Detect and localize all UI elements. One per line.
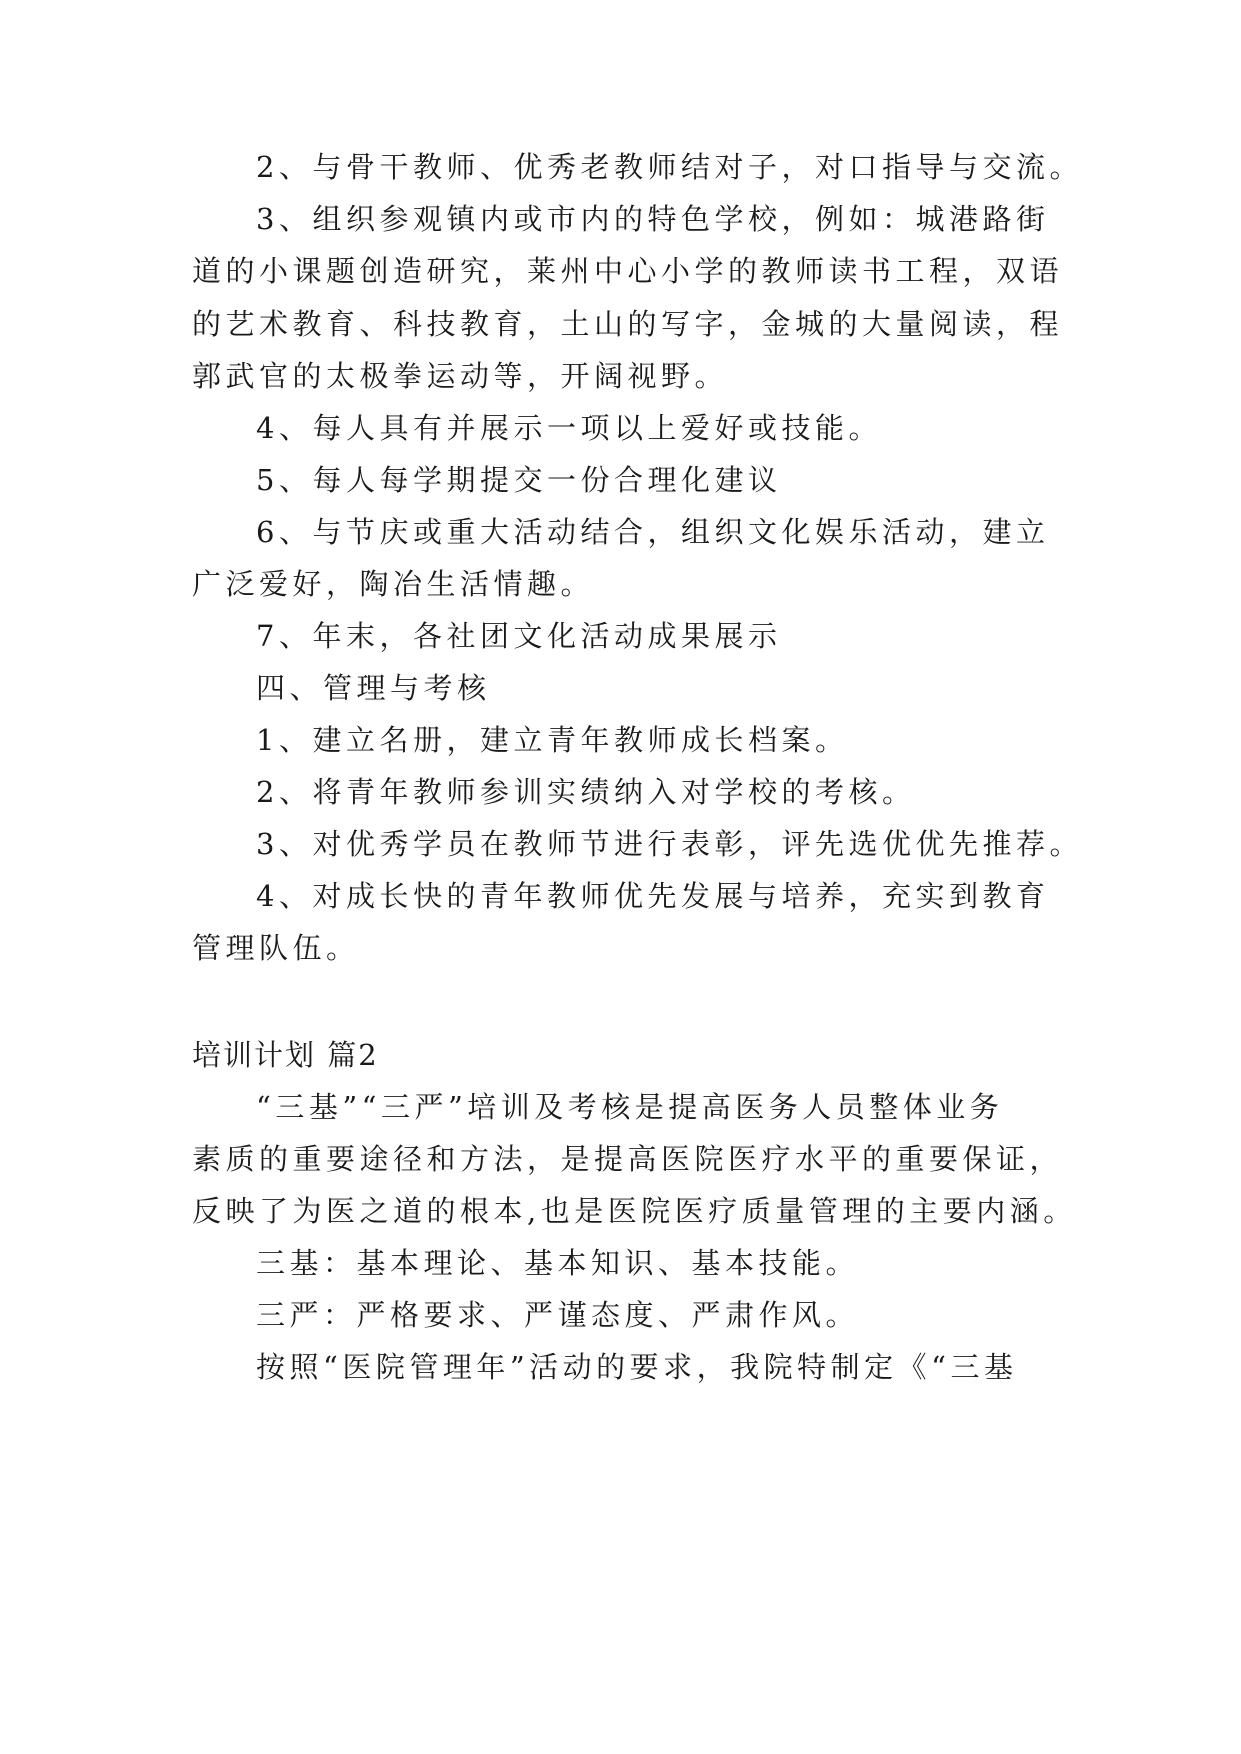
paragraph-line: 2、将青年教师参训实绩纳入对学校的考核。 xyxy=(256,775,916,809)
document-title: 培训计划 篇2 xyxy=(192,1038,379,1072)
paragraph-line: 素质的重要途径和方法，是提高医院医疗水平的重要保证， xyxy=(192,1142,1064,1176)
paragraph-line: 5、每人每学期提交一份合理化建议 xyxy=(256,463,782,497)
section-heading: 四、管理与考核 xyxy=(256,671,491,705)
paragraph-line: 的艺术教育、科技教育，土山的写字，金城的大量阅读，程 xyxy=(192,307,1064,341)
paragraph-line: 4、对成长快的青年教师优先发展与培养，充实到教育 xyxy=(256,879,1050,913)
paragraph-line: “三基”“三严”培训及考核是提高医务人员整体业务 xyxy=(256,1090,1004,1124)
paragraph-line: 3、对优秀学员在教师节进行表彰，评先选优优先推荐。 xyxy=(256,827,1083,861)
paragraph-line: 按照“医院管理年”活动的要求，我院特制定《“三基 xyxy=(256,1350,1018,1384)
paragraph-line: 管理队伍。 xyxy=(192,931,360,965)
paragraph-line: 7、年末，各社团文化活动成果展示 xyxy=(256,619,782,653)
paragraph-line: 4、每人具有并展示一项以上爱好或技能。 xyxy=(256,411,882,445)
paragraph-line: 反映了为医之道的根本,也是医院医疗质量管理的主要内涵。 xyxy=(192,1194,1077,1228)
paragraph-line: 广泛爱好，陶冶生活情趣。 xyxy=(192,567,595,601)
paragraph-line: 郭武官的太极拳运动等，开阔视野。 xyxy=(192,359,729,393)
paragraph-line: 6、与节庆或重大活动结合，组织文化娱乐活动，建立 xyxy=(256,515,1050,549)
paragraph-line: 三基：基本理论、基本知识、基本技能。 xyxy=(256,1246,860,1280)
paragraph-line: 1、建立名册，建立青年教师成长档案。 xyxy=(256,723,849,757)
paragraph-line: 2、与骨干教师、优秀老教师结对子，对口指导与交流。 xyxy=(256,150,1083,184)
paragraph-line: 三严：严格要求、严谨态度、严肃作风。 xyxy=(256,1298,860,1332)
paragraph-line: 3、组织参观镇内或市内的特色学校，例如：城港路街 xyxy=(256,202,1050,236)
paragraph-line: 道的小课题创造研究，莱州中心小学的教师读书工程，双语 xyxy=(192,254,1064,288)
